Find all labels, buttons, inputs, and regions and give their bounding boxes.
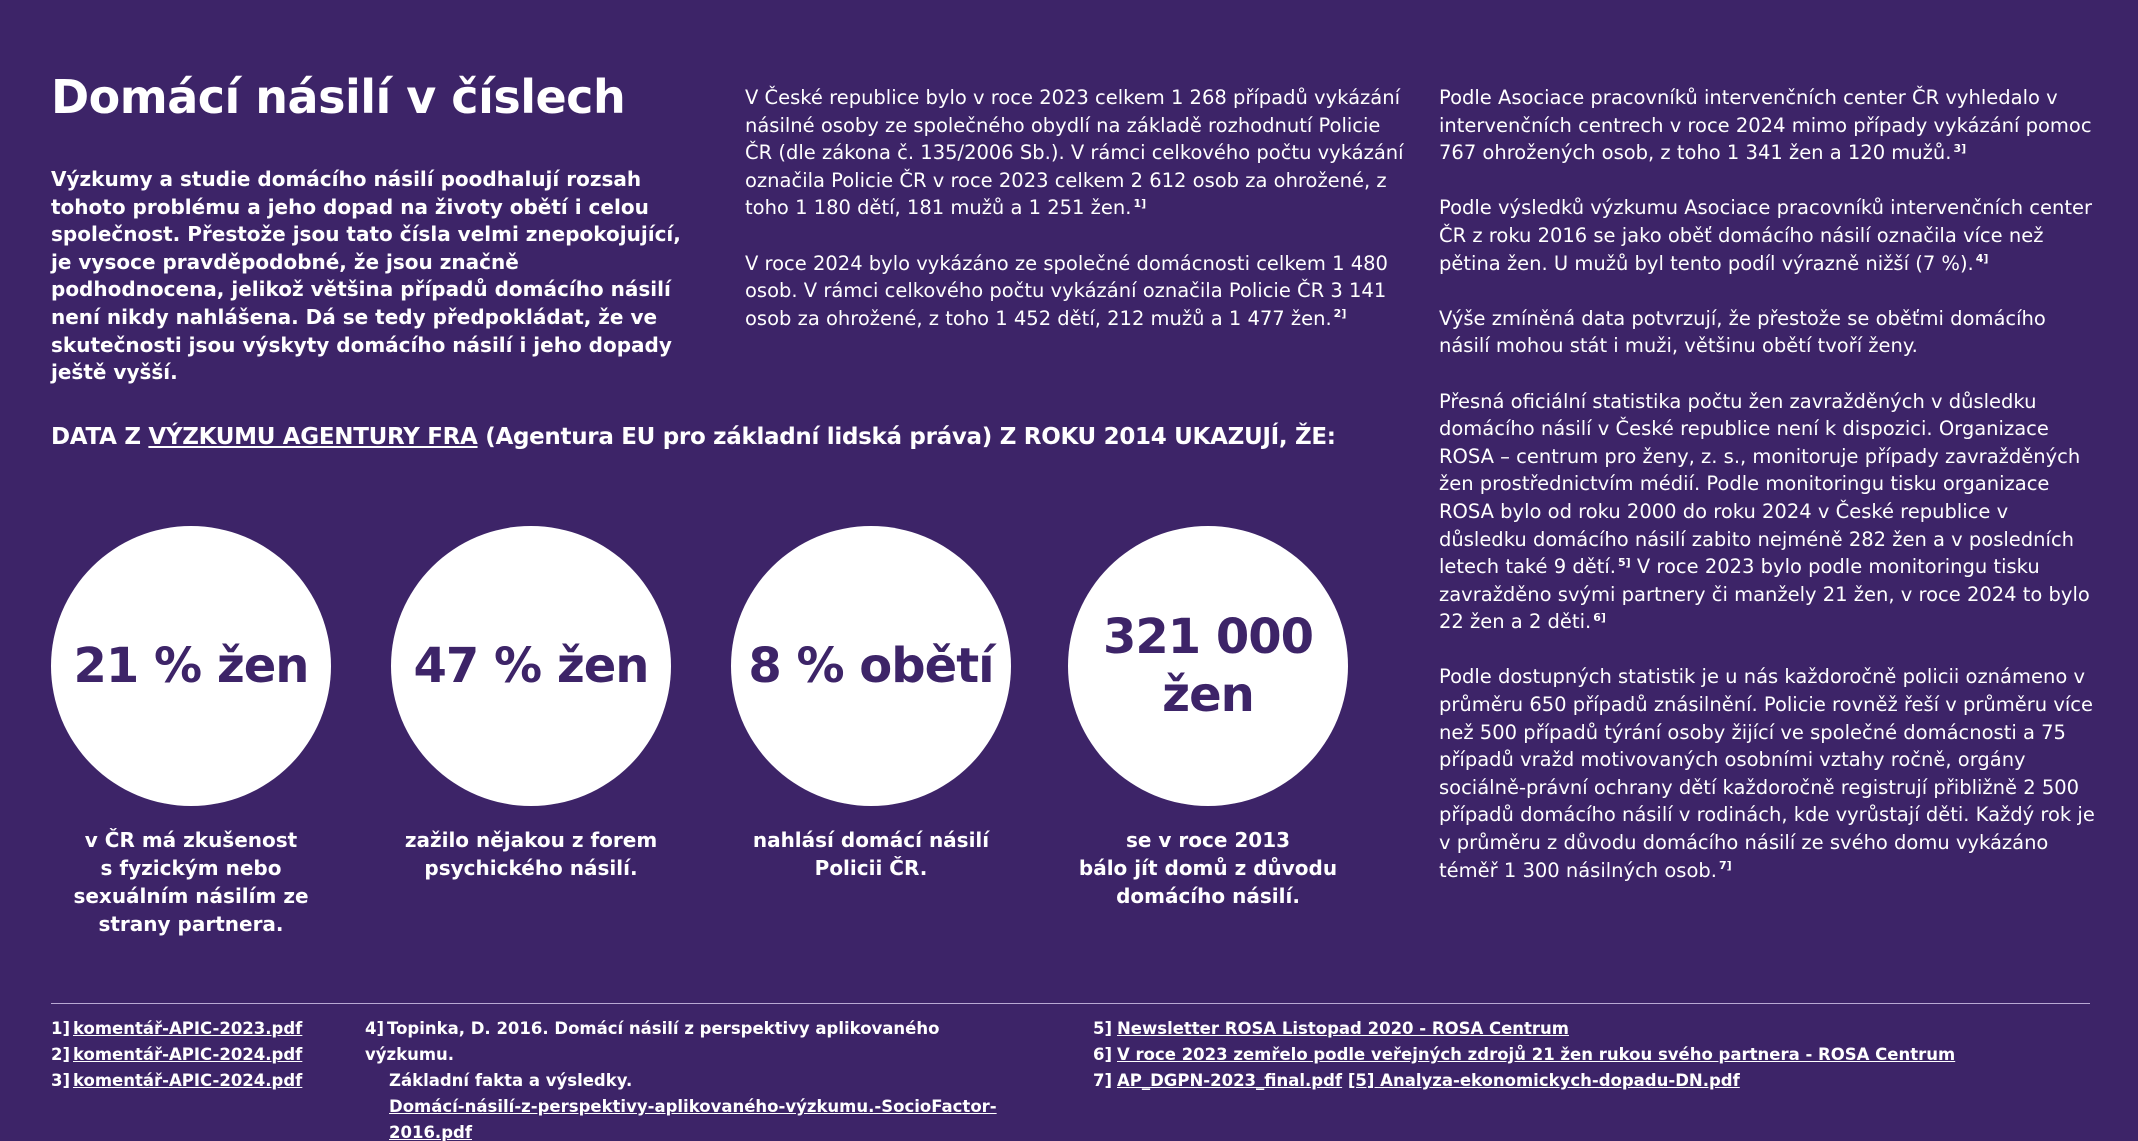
footnote-1: 1] komentář-APIC-2023.pdf xyxy=(51,1019,303,1038)
paragraph-vykazani-2023: V České republice bylo v roce 2023 celkem 1 268 případů vykázání násilné osoby ze společného obydlí na základě rozhodnutí Policie ČR (dle zákona č. 135/2006 Sb.). V rámci celkového počtu vykázání označila Policie ČR v roce 2023 celkem 2 612 osob za ohrožené, z toho 1 180 dětí, 181 mužů a 1 251 žen. $^{1]}$ xyxy=(745,86,1404,220)
paragraph-apic-2016: Podle výsledků výzkumu Asociace pracovníků intervenčních center ČR z roku 2016 se jako oběť domácího násilí označila více než pětina žen. U mužů byl tento podíl výrazně nižší (7 %). $^{4]}$ xyxy=(1439,196,2093,275)
footnote-link[interactable]: komentář-APIC-2024.pdf xyxy=(73,1045,303,1064)
fra-heading: DATA Z VÝZKUMU AGENTURY FRA (Agentura EU pro základní lidská práva) Z ROKU 2014 UKAZUJÍ, ŽE: xyxy=(51,424,1336,450)
stat-caption: nahlásí domácí násilí Policii ČR. xyxy=(752,828,990,880)
footnote-link[interactable]: [5] Analyza-ekonomickych-dopadu-DN.pdf xyxy=(1347,1071,1740,1090)
paragraph-apic-2024: Podle Asociace pracovníků intervenčních center ČR vyhledalo v intervenčních centrech v roce 2024 mimo případy vykázání pomoc 767 ohrožených osob, z toho 1 341 žen a 120 mužů. $^{3]}$ xyxy=(1439,86,2092,165)
stat-circle-21-percent xyxy=(51,526,331,806)
footnote-link[interactable]: Domácí-násilí-z-perspektivy-aplikovaného-výzkumu.-SocioFactor-2016.pdf xyxy=(389,1097,997,1141)
page-title: Domácí násilí v číslech xyxy=(51,70,626,124)
stat-value: 321 000 žen xyxy=(1102,609,1314,723)
footnote-6: 6] V roce 2023 zemřelo podle veřejných zdrojů 21 žen rukou svého partnera - ROSA Centrum xyxy=(1093,1045,1956,1064)
footnote-link[interactable]: Newsletter ROSA Listopad 2020 - ROSA Centrum xyxy=(1117,1019,1570,1038)
footnote-4: 4] Topinka, D. 2016. Domácí násilí z perspektivy aplikovaného výzkumu. Základní fakta a výsledky. Domácí-násilí-z-perspektivy-aplikovaného-výzkumu.-SocioFactor-2016.pdf xyxy=(365,1019,997,1141)
paragraph-vykazani-2024: V roce 2024 bylo vykázáno ze společné domácnosti celkem 1 480 osob. V rámci celkového počtu vykázání označila Policie ČR 3 141 osob za ohrožené, z toho 1 452 dětí, 212 mužů a 1 477 žen. $^{2]}$ xyxy=(745,251,1388,330)
footnote-3: 3] komentář-APIC-2024.pdf xyxy=(51,1071,303,1090)
footnote-ref[interactable]: 5] xyxy=(1617,555,1631,569)
footnotes-col-3 xyxy=(1093,1016,1955,1094)
fra-research-link[interactable]: VÝZKUMU AGENTURY FRA xyxy=(148,424,478,450)
footnote-link[interactable]: AP_DGPN-2023_final.pdf xyxy=(1117,1071,1343,1090)
stat-circle-321000 xyxy=(1068,526,1348,806)
footnote-ref[interactable]: 1] xyxy=(1133,196,1147,210)
footer-divider xyxy=(51,1003,2090,1004)
footnote-ref[interactable]: 7] xyxy=(1718,859,1732,873)
footnote-5: 5] Newsletter ROSA Listopad 2020 - ROSA Centrum xyxy=(1093,1019,1570,1038)
footnote-link[interactable]: komentář-APIC-2023.pdf xyxy=(73,1019,303,1038)
column-2 xyxy=(745,84,1405,360)
footnote-2: 2] komentář-APIC-2024.pdf xyxy=(51,1045,303,1064)
footnote-ref[interactable]: 4] xyxy=(1975,252,1989,266)
footnote-ref[interactable]: 6] xyxy=(1593,610,1606,624)
footnote-link[interactable]: komentář-APIC-2024.pdf xyxy=(73,1071,303,1090)
intro-text: Výzkumy a studie domácího násilí poodhalují rozsah tohoto problému a jeho dopad na životy obětí i celou společnost. Přestože jsou tato čísla velmi znepokojující, je vysoce pravděpodobné, že jsou značně podhodnocena, jelikož většina případů domácího násilí není nikdy nahlášena. Dá se tedy předpokládat, že ve skutečnosti jsou výskyty domácího násilí i jeho dopady ještě vyšší. xyxy=(51,167,681,385)
stat-caption: v ČR má zkušenost s fyzickým nebo sexuálním násilím ze strany partnera. xyxy=(73,828,309,936)
stat-caption: se v roce 2013 bálo jít domů z důvodu domácího násilí. xyxy=(1078,828,1338,908)
stat-caption: zažilo nějakou z forem psychického násilí. xyxy=(404,828,658,880)
footnote-7: 7] AP_DGPN-2023_final.pdf [5] Analyza-ekonomickych-dopadu-DN.pdf xyxy=(1093,1071,1740,1090)
paragraph-rosa: Přesná oficiální statistika počtu žen zavražděných v důsledku domácího násilí v České republice není k dispozici. Organizace ROSA – centrum pro ženy, z. s., monitoruje případy zavražděných žen prostřednictvím médií. Podle monitoringu tisku organizace ROSA bylo od roku 2000 do roku 2024 v České republice v důsledku domácího násilí zabito nejméně 282 žen a v posledních letech také 9 dětí. $^{5]}$ V roce 2023 bylo podle monitoringu tisku zavražděno svými partnery či manžely 21 žen, v roce 2024 to bylo 22 žen a 2 děti. $^{6]}$ xyxy=(1439,389,2090,634)
footnote-ref[interactable]: 3] xyxy=(1953,141,1967,155)
stat-value: 21 % žen xyxy=(73,638,309,694)
paragraph-summary: Výše zmíněná data potvrzují, že přestože se oběťmi domácího násilí mohou stát i muži, většinu obětí tvoří ženy. xyxy=(1439,306,2046,358)
stat-circle-47-percent xyxy=(391,526,671,806)
footnote-link[interactable]: V roce 2023 zemřelo podle veřejných zdrojů 21 žen rukou svého partnera - ROSA Centrum xyxy=(1117,1045,1956,1064)
footnotes-col-1 xyxy=(51,1016,302,1094)
stat-value: 47 % žen xyxy=(413,638,649,694)
column-3 xyxy=(1439,84,2099,912)
stat-circle-8-percent xyxy=(731,526,1011,806)
footnote-ref[interactable]: 2] xyxy=(1333,307,1347,321)
stat-value: 8 % obětí xyxy=(748,638,994,694)
paragraph-statistics: Podle dostupných statistik je u nás každoročně policii oznámeno v průměru 650 případů znásilnění. Policie rovněž řeší v průměru více než 500 případů týrání osoby žijící ve společné domácnosti a 75 případů vražd motivovaných osobními vztahy ročně, orgány sociálně-právní ochrany dětí každoročně registrují přibližně 2 500 případů domácího násilí v rodinách, kde vyrůstají děti. Každý rok je v průměru z důvodu domácího násilí ze svého domu vykázáno téměř 1 300 násilných osob. $^{7]}$ xyxy=(1439,665,2095,882)
